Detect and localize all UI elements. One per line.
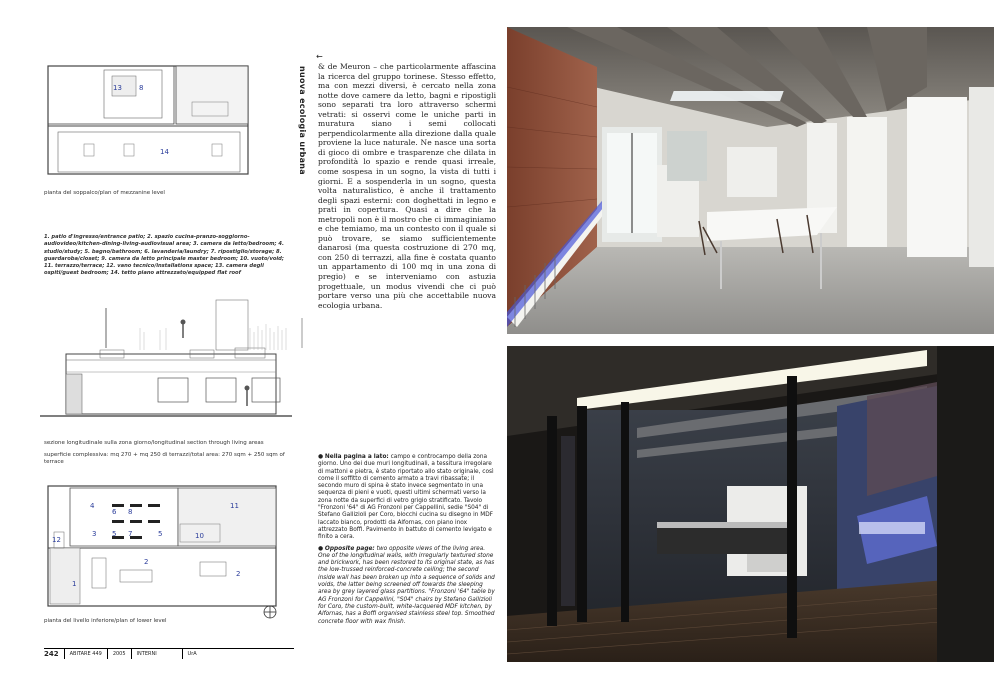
plan-legend: 1. patio d'ingresso/entrance patio; 2. spazio cucina-pranzo-soggiorno-audiovideo/kitchen-dining-living-audiovisual area; 3. camera da letto/bedroom; 4. studio/study; 5. bagno/bathroom; 6. lavanderia/laundry; 7. ripostiglio/storage; 8. guardaroba/closet; 9. camera da letto principale master bedroom; 10. vuoto/void; 11. terrazzo/terrace; 12. vano tecnico/installations space; 13. camera degli ospiti/guest bedroom; 14. tetto piano attrezzato/equipped flat roof	[44, 234, 284, 277]
arrow-icon: ←	[316, 52, 323, 61]
room-number: 14	[160, 148, 169, 156]
notes-en-body: two opposite views of the living area. One of the longitudinal walls, with irregularly textured stone and brickwork, has been restored to its original state, as has the low-trussed reinforced-concrete ceiling; the second inside wall has been broken up into a sequence of solids and voids, the latter being screened off towards the sleeping area by grey layered glass partitions. "Fronzoni '64" table by AG Fronzoni for Cappellini, "S04" chairs by Stefano Gallizioli for Coro, the custom-built, white-lacquered MDF kitchen, by Alfornas, has a Boffi organised stainless steel top. Smoothed concrete floor with wax finish.	[318, 545, 495, 625]
lower-level-plan	[40, 484, 290, 614]
room-number: 1	[72, 580, 77, 588]
notes-it-heading: Nella pagina a lato:	[324, 454, 389, 460]
room-number: 11	[230, 502, 239, 510]
photo-interior	[507, 27, 994, 334]
north-arrow-icon	[262, 604, 278, 620]
room-number: 2	[236, 570, 241, 578]
room-number: 10	[195, 532, 204, 540]
page-number: 242	[44, 649, 65, 659]
notes-it-body: campo e controcampo della zona giorno. Uno dei due muri longitudinali, a tessitura irregolare di mattoni e pietra, è stato riportato allo stato originale, così come il soffitto di cemento armato a travi ribassate; il secondo muro di spina è stato invece segmentato in una sequenza di pieni e vuoti, questi ultimi schermati verso la zona notte da superfici di vetro grigio stratificato. Tavolo "Fronzoni '64" di AG Fronzoni per Cappellini, sedie "S04" di Stefano Gallizioli per Coro, blocchi cucina su disegno in MDF laccato bianco, prodotti da Alfornas, con piano inox attrezzato Boffi. Pavimento in battuto di cemento levigato e finito a cera.	[318, 454, 494, 541]
article-body: & de Meuron – che particolarmente affascina la ricerca del gruppo torinese. Stesso effetto, ma con mezzi diversi, è cercato nella zona notte dove camere da letto, bagni e ripostigli sono separati tra loro attraverso schermi vetrati: si osservi come le uniche parti in muratura siano i semi collocati perpendicolarmente alla direzione dalla quale proviene la luce naturale. Ne nasce una sorta di gioco di ombre e trasparenze che dilata in profondità lo spazio e rende quasi irreale, come sospesa in un sogno, la vista di tutti i giorni. E a sospenderla in un sogno, questa volta naturalistico, è anche il trattamento degli spazi esterni: con doghettati in legno e prati in copertura. Quasi a dire che la metropoli non è il mostro che ci immaginiamo e che temiamo, ma un contesto con il quale si può trovare, se siamo sufficientemente danarosi (ma questa costruzione di 270 mq, con 250 di terrazzi, alla fine è costata quanto un appartamento di 100 mq in una zona di pregio) e se interveniamo con astuzia progettuale, un modus vivendi che ci può portare verso una più che accettabile nuova ecologia urbana.	[318, 62, 496, 310]
section-title: nuova ecologia urbana	[298, 66, 307, 175]
room-number: 12	[52, 536, 61, 544]
photo-notes	[318, 454, 496, 626]
lower-plan-caption: pianta del livello inferiore/plan of lower level	[44, 618, 167, 624]
footer-label: UrA	[187, 651, 197, 657]
longitudinal-section	[40, 298, 292, 428]
room-number: 3	[92, 530, 97, 538]
mezzanine-caption: pianta del soppalco/plan of mezzanine level	[44, 190, 165, 196]
room-number: 8	[139, 84, 144, 92]
room-number: 5	[112, 530, 117, 538]
surface-area: superficie complessiva: mq 270 + mq 250 di terrazzi/total area: 270 sqm + 250 sqm of terrace	[44, 452, 285, 465]
room-number: 6	[112, 508, 117, 516]
notes-bullet-icon: ●	[318, 545, 325, 552]
photo-night-view	[507, 346, 994, 662]
notes-bullet-icon: ●	[318, 454, 325, 460]
room-number: 7	[128, 530, 133, 538]
page-footer	[44, 648, 294, 659]
magazine-issue: ABITARE 449	[65, 649, 108, 659]
notes-en-heading: Opposite page:	[324, 545, 375, 552]
room-number: 8	[128, 508, 133, 516]
section-caption: sezione longitudinale sulla zona giorno/longitudinal section through living areas	[44, 440, 264, 446]
room-number: 4	[90, 502, 95, 510]
mezzanine-plan	[44, 62, 276, 182]
year: 2005	[108, 649, 132, 659]
section-label: INTERNI	[132, 649, 183, 659]
room-number: 5	[158, 530, 163, 538]
room-number: 2	[144, 558, 149, 566]
room-number: 13	[113, 84, 122, 92]
